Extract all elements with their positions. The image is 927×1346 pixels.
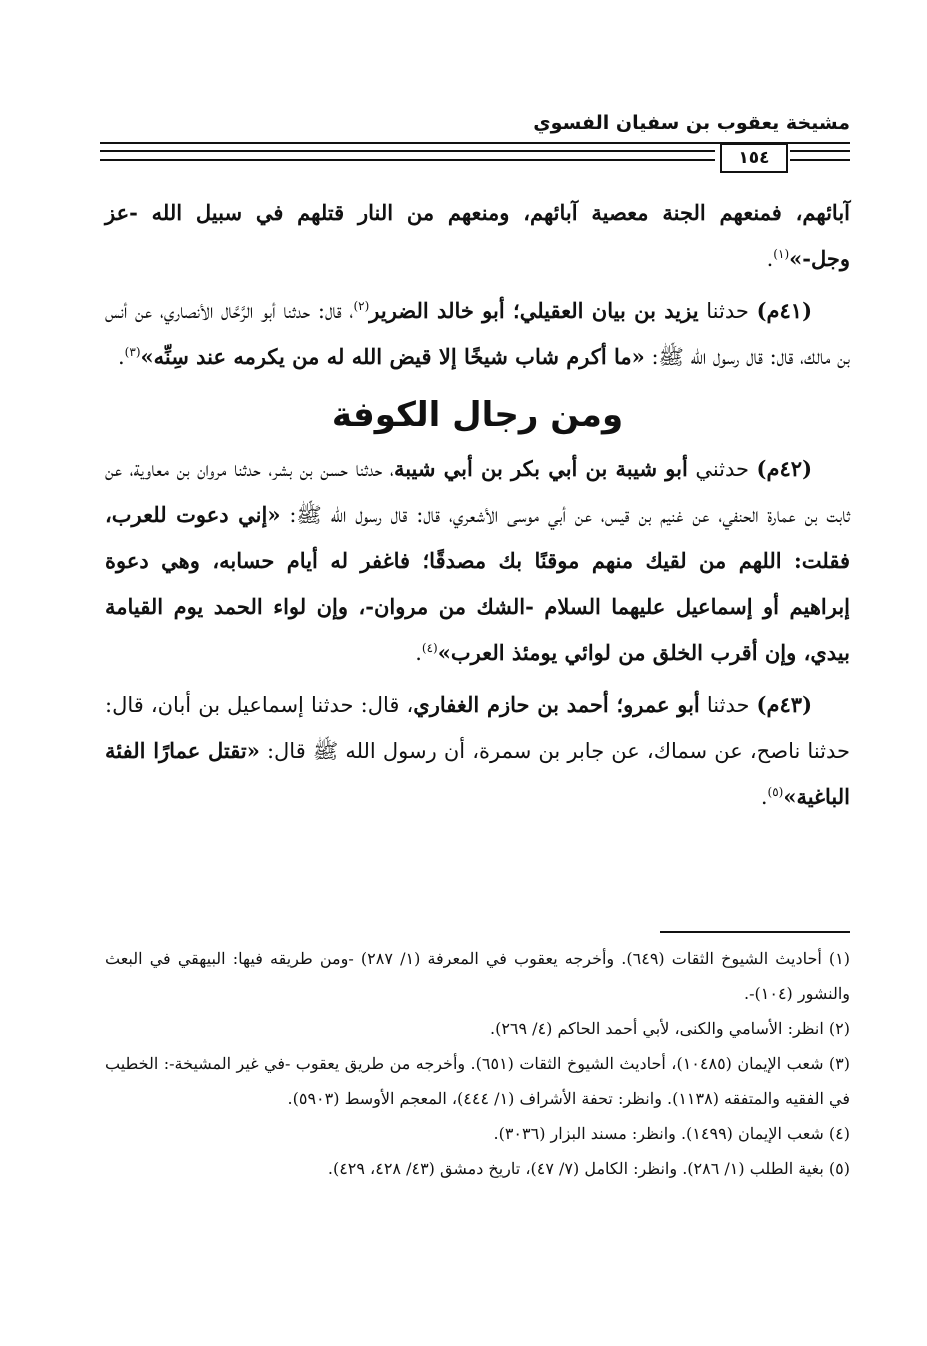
section-heading: ومن رجال الكوفة (331, 395, 624, 435)
narrator-name: يزيد بن بيان العقيلي؛ أبو خالد الضرير (369, 298, 699, 323)
hadith-number: (٤٣م) (756, 692, 812, 717)
header-ornament-left (100, 150, 715, 161)
hadith-quote: «إني دعوت للعرب، فقلت: اللهم من لقيك منهم موقنًا بك مصدقًا؛ فاغفر له أيام حسابه، وهي دعوة إبراهيم أو إسماعيل عليهما السلام -الشك من مروان-، وإن لواء الحمد يوم القيامة بيدي، وإن أقرب الخلق من لوائي يومئذ العرب» (105, 502, 850, 665)
paragraph-continuation (105, 190, 850, 282)
footnote-ref[interactable]: (٣) (124, 345, 141, 359)
footnote-separator (660, 931, 850, 933)
text-segment: حدثني (687, 457, 757, 481)
footnote-ref[interactable]: (٢) (353, 299, 370, 313)
narrator-name: أبو شيبة بن أبي بكر بن أبي شيبة (393, 456, 688, 481)
text-segment: ، قال: حدثنا إسماعيل بن أبان، قال: حدثنا ناصح، عن سماك، عن جابر بن سمرة، أن رسول الله ﷺ قال: (105, 693, 851, 763)
footnote-ref[interactable]: (٥) (767, 785, 784, 799)
footnote-1: (١) أحاديث الشيوخ الثقات (٦٤٩). وأخرجه يعقوب في المعرفة (١/ ٢٨٧) -ومن طريقه فيها: البيهقي في البعث والنشور (١٠٤)-. (105, 949, 851, 1003)
footnote-5: (٥) بغية الطلب (١/ ٢٨٦). وانظر: الكامل (٧/ ٤٧)، تاريخ دمشق (٤٣/ ٤٢٨، ٤٢٩). (327, 1159, 850, 1178)
hadith-43 (105, 682, 850, 820)
running-title: مشيخة يعقوب بن سفيان الفسوي (533, 112, 850, 134)
hadith-quote: «ما أكرم شاب شيخًا إلا قيض الله له من يكرمه عند سِنِّه» (140, 344, 645, 369)
hadith-quote: «تقتل عمارًا الفئة الباغية» (105, 738, 850, 809)
hadith-41 (105, 288, 850, 380)
header-ornament-right (790, 150, 850, 161)
text-segment: حدثنا (699, 693, 757, 717)
hadith-number: (٤٢م) (756, 456, 812, 481)
text-segment: حدثنا (698, 299, 757, 323)
hadith-42 (105, 446, 850, 676)
narrator-name: أبو عمرو؛ أحمد بن حازم الغفاري (413, 692, 700, 717)
punctuation: . (766, 247, 774, 271)
text-segment: ، حدثنا حسن بن بشر، حدثنا مروان بن معاوية، عن ثابت بن عمارة الحنفي، عن غنيم بن قيس، عن أبي موسى الأشعري، قال: قال رسول الله ﷺ: (105, 457, 851, 527)
footnote-4: (٤) شعب الإيمان (١٤٩٩). وانظر: مسند البزار (٣٠٣٦). (493, 1124, 850, 1143)
punctuation: . (760, 785, 768, 809)
hadith-quote-end: آبائهم، فمنعهم الجنة معصية آبائهم، ومنعهم من النار قتلهم في سبيل الله -عز وجل-» (105, 200, 850, 271)
footnote-ref[interactable]: (١) (773, 247, 790, 261)
footnote-ref[interactable]: (٤) (421, 641, 438, 655)
footnotes (105, 941, 850, 1186)
punctuation: . (415, 641, 422, 665)
page-number: ١٥٤ (720, 143, 788, 173)
text-segment: ، قال: حدثنا أبو الرَّحَّال الأنصاري، عن أنس بن مالك، قال: قال رسول الله ﷺ: (105, 299, 850, 369)
footnote-2: (٢) انظر: الأسامي والكنى، لأبي أحمد الحاكم (٤/ ٢٦٩). (489, 1019, 850, 1038)
punctuation: . (117, 345, 125, 369)
hadith-number: (٤١م) (756, 298, 813, 323)
footnote-3: (٣) شعب الإيمان (١٠٤٨٥)، أحاديث الشيوخ الثقات (٦٥١). وأخرجه من طريق يعقوب -في غير المشيخة-: الخطيب في الفقيه والمتفقه (١١٣٨). وانظر: تحفة الأشراف (١/ ٤٤٤)، المعجم الأوسط (٥٩٠٣). (105, 1054, 851, 1108)
main-text (105, 190, 850, 826)
